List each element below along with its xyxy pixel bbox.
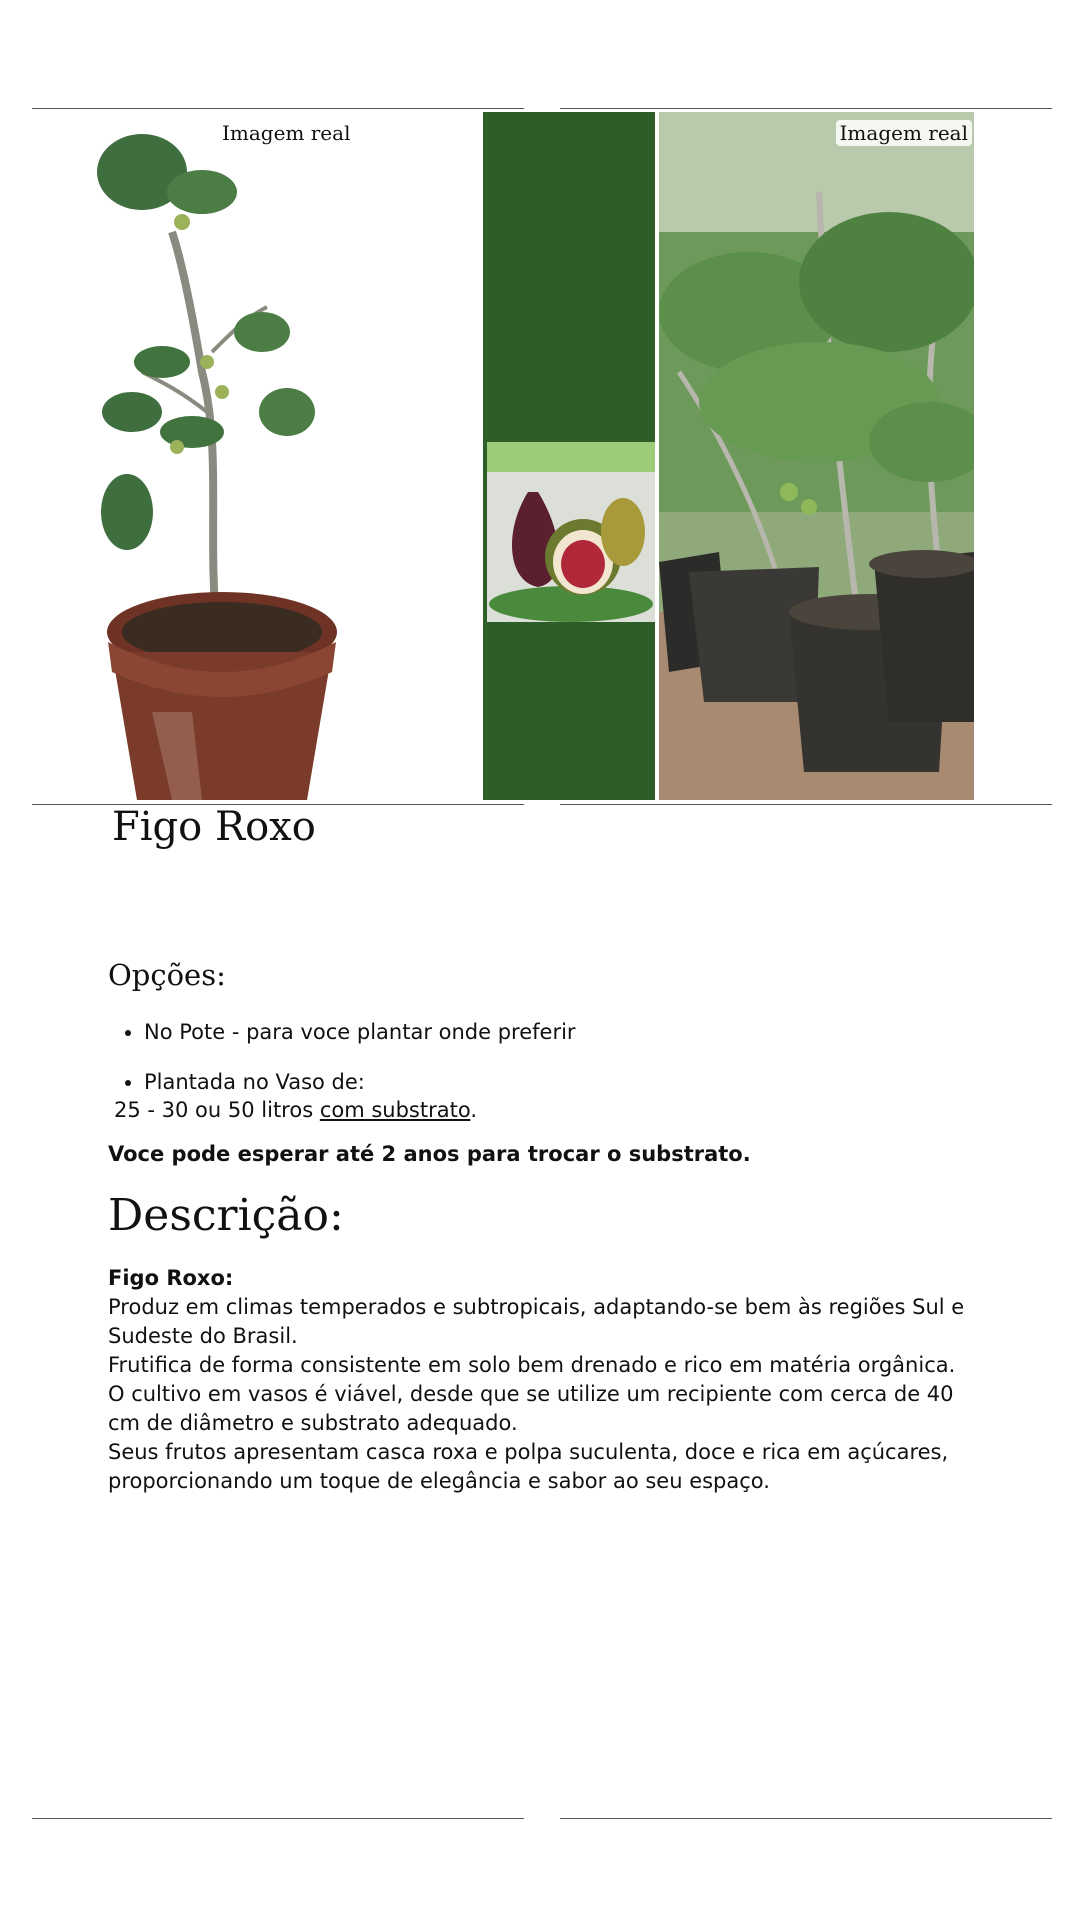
description-paragraph: Seus frutos apresentam casca roxa e polpa suculenta, doce e rica em açúcares, proporcionando um toque de elegância e sabor ao seu espaço. [108,1440,949,1493]
substrate-note: Voce pode esperar até 2 anos para trocar o substrato. [108,1142,751,1166]
option-item[interactable]: • No Pote - para voce plantar onde preferir [144,1018,968,1046]
option-detail-text: 25 - 30 ou 50 litros [114,1098,320,1122]
product-image-nursery[interactable] [659,112,974,800]
options-heading: Opções: [108,958,226,992]
product-image-potted-plant[interactable] [32,112,477,800]
description-paragraph: Produz em climas temperados e subtropicais, adaptando-se bem às regiões Sul e Sudeste do Brasil. [108,1295,965,1348]
description-heading: Descrição: [108,1190,344,1241]
divider-footer-left [32,1818,524,1819]
image-caption: Imagem real [218,120,354,146]
description-paragraph: Frutifica de forma consistente em solo bem drenado e rico em matéria orgânica. O cultivo em vasos é viável, desde que se utilize um recipiente com cerca de 40 cm de diâmetro e substrato adequado. [108,1353,956,1435]
options-list [108,1018,968,1124]
image-caption: Imagem real [836,120,972,146]
divider-gallery-bottom-right [560,804,1052,805]
option-item[interactable]: • Plantada no Vaso de: [144,1068,968,1096]
option-detail [114,1096,968,1124]
option-detail-suffix: . [470,1098,478,1122]
divider-top-right [560,108,1052,109]
description-body [108,1264,968,1496]
product-image-fruit[interactable] [483,112,655,800]
divider-top-left [32,108,524,109]
description-subtitle: Figo Roxo: [108,1266,234,1290]
divider-footer-right [560,1818,1052,1819]
product-title: Figo Roxo [112,804,316,850]
substrate-link[interactable]: com substrato [319,1098,471,1122]
